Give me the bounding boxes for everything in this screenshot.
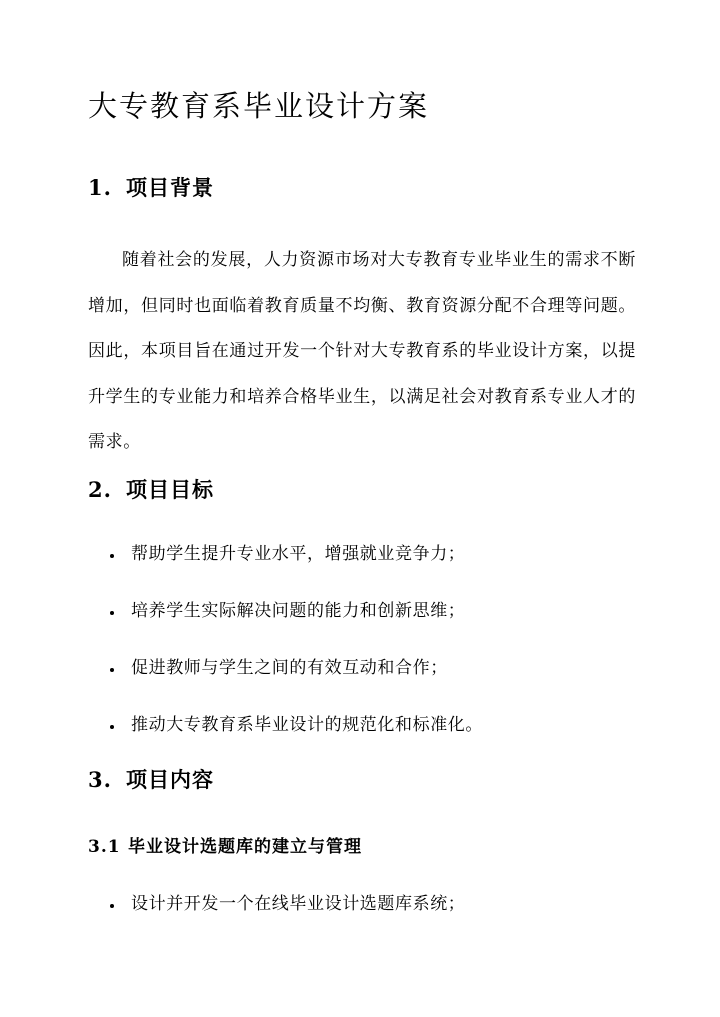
section-number: 3. (88, 767, 112, 792)
bullet-icon (110, 611, 114, 615)
list-item-text: 设计并开发一个在线毕业设计选题库系统； (131, 894, 466, 914)
section-number: 2. (88, 477, 112, 502)
list-item (88, 655, 483, 682)
section-title: 项目内容 (126, 767, 214, 792)
subsection-title: 毕业设计选题库的建立与管理 (128, 837, 362, 857)
list-item-text: 促进教师与学生之间的有效互动和合作； (131, 658, 448, 678)
list-item (88, 598, 483, 625)
bullet-icon (110, 554, 114, 558)
bullet-icon (110, 904, 114, 908)
list-item-text: 帮助学生提升专业水平，增强就业竞争力； (131, 544, 466, 564)
bullet-icon (110, 668, 114, 672)
section-title: 项目背景 (126, 175, 214, 200)
section-heading-background (88, 173, 214, 203)
document-title: 大专教育系毕业设计方案 (88, 89, 430, 123)
section-title: 项目目标 (126, 477, 214, 502)
section-number: 1. (88, 175, 112, 200)
subsection-heading-topic-bank (88, 834, 362, 860)
bullet-icon (110, 725, 114, 729)
background-paragraph: 随着社会的发展，人力资源市场对大专教育专业毕业生的需求不断增加，但同时也面临着教育质量不均衡、教育资源分配不合理等问题。因此，本项目旨在通过开发一个针对大专教育系的毕业设计方案，以提升学生的专业能力和培养合格毕业生，以满足社会对教育系专业人才的需求。 (88, 250, 636, 452)
list-item-text: 推动大专教育系毕业设计的规范化和标准化。 (131, 715, 483, 735)
list-item (88, 541, 483, 568)
goals-list (88, 541, 483, 739)
section-heading-goals (88, 475, 214, 505)
section-heading-content (88, 765, 214, 795)
list-item (88, 712, 483, 739)
topic-bank-list (88, 891, 465, 918)
list-item-text: 培养学生实际解决问题的能力和创新思维； (131, 601, 466, 621)
subsection-number: 3.1 (88, 837, 121, 857)
list-item (88, 891, 465, 918)
